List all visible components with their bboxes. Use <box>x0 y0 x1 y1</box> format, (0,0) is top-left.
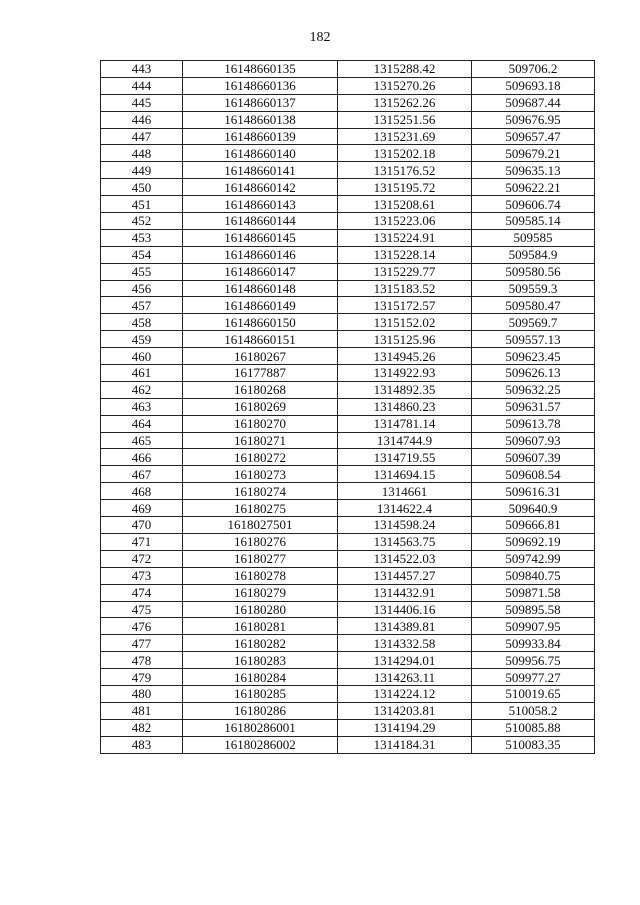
table-row <box>101 162 595 179</box>
table-row <box>101 685 595 702</box>
table-row <box>101 584 595 601</box>
table-row <box>101 432 595 449</box>
x-coordinate-cell: 1314406.16 <box>338 601 472 618</box>
table-row <box>101 652 595 669</box>
point-id-cell: 16148660144 <box>183 213 338 230</box>
x-coordinate-cell: 1314294.01 <box>338 652 472 669</box>
x-coordinate-cell: 1315270.26 <box>338 77 472 94</box>
y-coordinate-cell: 509687.44 <box>472 94 595 111</box>
table-row <box>101 213 595 230</box>
row-number-cell: 444 <box>101 77 183 94</box>
x-coordinate-cell: 1314332.58 <box>338 635 472 652</box>
y-coordinate-cell: 510083.35 <box>472 736 595 753</box>
row-number-cell: 458 <box>101 314 183 331</box>
table-row <box>101 669 595 686</box>
x-coordinate-cell: 1314194.29 <box>338 719 472 736</box>
y-coordinate-cell: 509692.19 <box>472 533 595 550</box>
point-id-cell: 16148660148 <box>183 280 338 297</box>
table-row <box>101 618 595 635</box>
table-row <box>101 61 595 78</box>
table-row <box>101 314 595 331</box>
y-coordinate-cell: 509559.3 <box>472 280 595 297</box>
y-coordinate-cell: 509977.27 <box>472 669 595 686</box>
row-number-cell: 443 <box>101 61 183 78</box>
y-coordinate-cell: 509626.13 <box>472 365 595 382</box>
y-coordinate-cell: 509895.58 <box>472 601 595 618</box>
x-coordinate-cell: 1314563.75 <box>338 533 472 550</box>
point-id-cell: 16180275 <box>183 500 338 517</box>
point-id-cell: 16180278 <box>183 567 338 584</box>
x-coordinate-cell: 1314922.93 <box>338 365 472 382</box>
row-number-cell: 469 <box>101 500 183 517</box>
point-id-cell: 16180281 <box>183 618 338 635</box>
x-coordinate-cell: 1315224.91 <box>338 229 472 246</box>
table-row <box>101 533 595 550</box>
row-number-cell: 472 <box>101 550 183 567</box>
x-coordinate-cell: 1314945.26 <box>338 348 472 365</box>
table-row <box>101 415 595 432</box>
y-coordinate-cell: 509676.95 <box>472 111 595 128</box>
x-coordinate-cell: 1315288.42 <box>338 61 472 78</box>
y-coordinate-cell: 509585 <box>472 229 595 246</box>
x-coordinate-cell: 1314224.12 <box>338 685 472 702</box>
y-coordinate-cell: 509613.78 <box>472 415 595 432</box>
row-number-cell: 470 <box>101 517 183 534</box>
point-id-cell: 16148660140 <box>183 145 338 162</box>
y-coordinate-cell: 509706.2 <box>472 61 595 78</box>
point-id-cell: 16180274 <box>183 483 338 500</box>
y-coordinate-cell: 509956.75 <box>472 652 595 669</box>
y-coordinate-cell: 509623.45 <box>472 348 595 365</box>
x-coordinate-cell: 1314860.23 <box>338 398 472 415</box>
y-coordinate-cell: 509840.75 <box>472 567 595 584</box>
point-id-cell: 16180286001 <box>183 719 338 736</box>
table-row <box>101 128 595 145</box>
x-coordinate-cell: 1315228.14 <box>338 246 472 263</box>
row-number-cell: 465 <box>101 432 183 449</box>
x-coordinate-cell: 1314598.24 <box>338 517 472 534</box>
table-row <box>101 398 595 415</box>
point-id-cell: 16148660146 <box>183 246 338 263</box>
y-coordinate-cell: 509580.47 <box>472 297 595 314</box>
x-coordinate-cell: 1315231.69 <box>338 128 472 145</box>
point-id-cell: 16180284 <box>183 669 338 686</box>
y-coordinate-cell: 509607.93 <box>472 432 595 449</box>
row-number-cell: 451 <box>101 196 183 213</box>
y-coordinate-cell: 509657.47 <box>472 128 595 145</box>
row-number-cell: 447 <box>101 128 183 145</box>
row-number-cell: 479 <box>101 669 183 686</box>
point-id-cell: 16180286 <box>183 702 338 719</box>
y-coordinate-cell: 509606.74 <box>472 196 595 213</box>
row-number-cell: 448 <box>101 145 183 162</box>
point-id-cell: 16177887 <box>183 365 338 382</box>
x-coordinate-cell: 1314389.81 <box>338 618 472 635</box>
y-coordinate-cell: 509608.54 <box>472 466 595 483</box>
point-id-cell: 16180270 <box>183 415 338 432</box>
table-row <box>101 263 595 280</box>
row-number-cell: 462 <box>101 381 183 398</box>
point-id-cell: 16180282 <box>183 635 338 652</box>
row-number-cell: 452 <box>101 213 183 230</box>
x-coordinate-cell: 1315202.18 <box>338 145 472 162</box>
table-row <box>101 77 595 94</box>
row-number-cell: 467 <box>101 466 183 483</box>
table-row <box>101 297 595 314</box>
table-row <box>101 179 595 196</box>
row-number-cell: 450 <box>101 179 183 196</box>
point-id-cell: 1618027501 <box>183 517 338 534</box>
table-row <box>101 196 595 213</box>
y-coordinate-cell: 510085.88 <box>472 719 595 736</box>
y-coordinate-cell: 509635.13 <box>472 162 595 179</box>
y-coordinate-cell: 509679.21 <box>472 145 595 162</box>
row-number-cell: 445 <box>101 94 183 111</box>
y-coordinate-cell: 509666.81 <box>472 517 595 534</box>
y-coordinate-cell: 509557.13 <box>472 331 595 348</box>
point-id-cell: 16180271 <box>183 432 338 449</box>
table-row <box>101 449 595 466</box>
table-row <box>101 246 595 263</box>
coordinates-table <box>100 60 595 754</box>
point-id-cell: 16180279 <box>183 584 338 601</box>
point-id-cell: 16180283 <box>183 652 338 669</box>
x-coordinate-cell: 1315152.02 <box>338 314 472 331</box>
table-row <box>101 719 595 736</box>
row-number-cell: 463 <box>101 398 183 415</box>
row-number-cell: 466 <box>101 449 183 466</box>
table-row <box>101 567 595 584</box>
x-coordinate-cell: 1315223.06 <box>338 213 472 230</box>
x-coordinate-cell: 1315195.72 <box>338 179 472 196</box>
x-coordinate-cell: 1314457.27 <box>338 567 472 584</box>
point-id-cell: 16180272 <box>183 449 338 466</box>
table-row <box>101 601 595 618</box>
row-number-cell: 482 <box>101 719 183 736</box>
row-number-cell: 453 <box>101 229 183 246</box>
x-coordinate-cell: 1314263.11 <box>338 669 472 686</box>
table-row <box>101 702 595 719</box>
table-row <box>101 111 595 128</box>
point-id-cell: 16180277 <box>183 550 338 567</box>
point-id-cell: 16180280 <box>183 601 338 618</box>
page-number: 182 <box>309 30 331 45</box>
point-id-cell: 16180267 <box>183 348 338 365</box>
point-id-cell: 16180276 <box>183 533 338 550</box>
y-coordinate-cell: 509631.57 <box>472 398 595 415</box>
y-coordinate-cell: 510019.65 <box>472 685 595 702</box>
table-row <box>101 94 595 111</box>
point-id-cell: 16148660149 <box>183 297 338 314</box>
x-coordinate-cell: 1315251.56 <box>338 111 472 128</box>
row-number-cell: 474 <box>101 584 183 601</box>
table-row <box>101 466 595 483</box>
row-number-cell: 457 <box>101 297 183 314</box>
row-number-cell: 477 <box>101 635 183 652</box>
y-coordinate-cell: 509693.18 <box>472 77 595 94</box>
x-coordinate-cell: 1314184.31 <box>338 736 472 753</box>
y-coordinate-cell: 509616.31 <box>472 483 595 500</box>
table-row <box>101 229 595 246</box>
row-number-cell: 480 <box>101 685 183 702</box>
point-id-cell: 16148660150 <box>183 314 338 331</box>
table-row <box>101 635 595 652</box>
point-id-cell: 16148660138 <box>183 111 338 128</box>
point-id-cell: 16148660139 <box>183 128 338 145</box>
x-coordinate-cell: 1314719.55 <box>338 449 472 466</box>
row-number-cell: 475 <box>101 601 183 618</box>
x-coordinate-cell: 1315229.77 <box>338 263 472 280</box>
row-number-cell: 461 <box>101 365 183 382</box>
row-number-cell: 483 <box>101 736 183 753</box>
y-coordinate-cell: 509632.25 <box>472 381 595 398</box>
y-coordinate-cell: 510058.2 <box>472 702 595 719</box>
row-number-cell: 454 <box>101 246 183 263</box>
row-number-cell: 476 <box>101 618 183 635</box>
row-number-cell: 481 <box>101 702 183 719</box>
y-coordinate-cell: 509569.7 <box>472 314 595 331</box>
x-coordinate-cell: 1315172.57 <box>338 297 472 314</box>
row-number-cell: 460 <box>101 348 183 365</box>
table-row <box>101 500 595 517</box>
y-coordinate-cell: 509742.99 <box>472 550 595 567</box>
point-id-cell: 16148660135 <box>183 61 338 78</box>
x-coordinate-cell: 1314892.35 <box>338 381 472 398</box>
y-coordinate-cell: 509580.56 <box>472 263 595 280</box>
x-coordinate-cell: 1314744.9 <box>338 432 472 449</box>
table-row <box>101 381 595 398</box>
point-id-cell: 16148660147 <box>183 263 338 280</box>
y-coordinate-cell: 509585.14 <box>472 213 595 230</box>
row-number-cell: 449 <box>101 162 183 179</box>
row-number-cell: 473 <box>101 567 183 584</box>
x-coordinate-cell: 1315176.52 <box>338 162 472 179</box>
table-row <box>101 365 595 382</box>
y-coordinate-cell: 509640.9 <box>472 500 595 517</box>
x-coordinate-cell: 1315183.52 <box>338 280 472 297</box>
table-row <box>101 145 595 162</box>
row-number-cell: 446 <box>101 111 183 128</box>
x-coordinate-cell: 1314661 <box>338 483 472 500</box>
row-number-cell: 478 <box>101 652 183 669</box>
table-row <box>101 280 595 297</box>
x-coordinate-cell: 1314781.14 <box>338 415 472 432</box>
table-row <box>101 517 595 534</box>
point-id-cell: 16180285 <box>183 685 338 702</box>
row-number-cell: 468 <box>101 483 183 500</box>
point-id-cell: 16148660145 <box>183 229 338 246</box>
point-id-cell: 16180269 <box>183 398 338 415</box>
row-number-cell: 459 <box>101 331 183 348</box>
point-id-cell: 16148660142 <box>183 179 338 196</box>
x-coordinate-cell: 1314622.4 <box>338 500 472 517</box>
x-coordinate-cell: 1315125.96 <box>338 331 472 348</box>
point-id-cell: 16148660137 <box>183 94 338 111</box>
y-coordinate-cell: 509933.84 <box>472 635 595 652</box>
row-number-cell: 456 <box>101 280 183 297</box>
x-coordinate-cell: 1314694.15 <box>338 466 472 483</box>
table-row <box>101 550 595 567</box>
point-id-cell: 16148660151 <box>183 331 338 348</box>
row-number-cell: 471 <box>101 533 183 550</box>
y-coordinate-cell: 509907.95 <box>472 618 595 635</box>
x-coordinate-cell: 1315208.61 <box>338 196 472 213</box>
point-id-cell: 16148660136 <box>183 77 338 94</box>
point-id-cell: 16148660141 <box>183 162 338 179</box>
y-coordinate-cell: 509607.39 <box>472 449 595 466</box>
y-coordinate-cell: 509584.9 <box>472 246 595 263</box>
y-coordinate-cell: 509622.21 <box>472 179 595 196</box>
table-body <box>101 61 595 754</box>
point-id-cell: 16180286002 <box>183 736 338 753</box>
x-coordinate-cell: 1314203.81 <box>338 702 472 719</box>
x-coordinate-cell: 1315262.26 <box>338 94 472 111</box>
table-row <box>101 348 595 365</box>
row-number-cell: 455 <box>101 263 183 280</box>
point-id-cell: 16180273 <box>183 466 338 483</box>
point-id-cell: 16180268 <box>183 381 338 398</box>
table-row <box>101 736 595 753</box>
y-coordinate-cell: 509871.58 <box>472 584 595 601</box>
x-coordinate-cell: 1314432.91 <box>338 584 472 601</box>
row-number-cell: 464 <box>101 415 183 432</box>
point-id-cell: 16148660143 <box>183 196 338 213</box>
table-row <box>101 483 595 500</box>
x-coordinate-cell: 1314522.03 <box>338 550 472 567</box>
table-row <box>101 331 595 348</box>
